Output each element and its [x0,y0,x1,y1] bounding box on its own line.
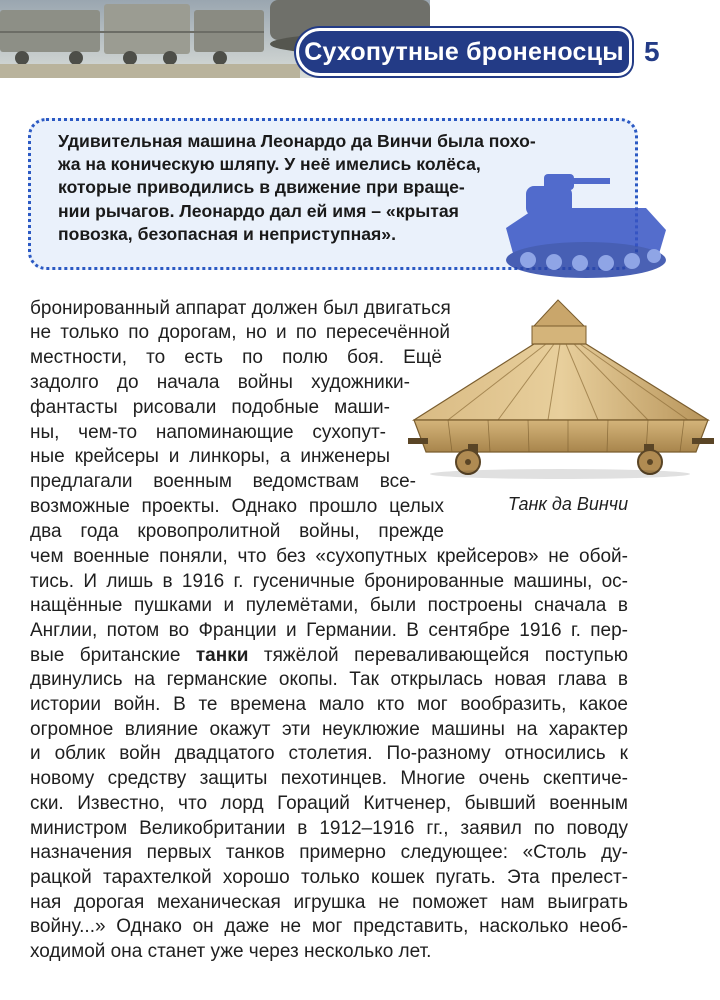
body-line: предлагали военным ведомствам все- [30,471,416,492]
body-line: задолго до начала войны художники- [30,372,410,393]
body-line: ски. Известно, что лорд Гораций Китченер, бывший военным [30,793,628,814]
body-line: рацкой тарахтелкой хорошо только кошек пугать. Эта прелест- [30,867,628,888]
body-line: бронированный аппарат должен был двигаться [30,298,451,319]
callout-line: нии рычагов. Леонардо дал ей имя – «крытая [58,200,459,221]
callout-line: Удивительная машина Леонардо да Винчи была похо- [58,131,536,151]
body-line-tanks [30,644,628,668]
figure-caption: Танк да Винчи [507,494,629,514]
body-line: огромное влияние окажут эти неуклюжие машины на характер [30,719,628,740]
da-vinci-tank-illustration [408,296,714,482]
body-line: ны, чем-то напоминающие сухопут- [30,422,386,443]
body-line: назначения первых танков примерно следующее: «Столь ду- [30,842,628,863]
body-text: вые британские [30,645,181,666]
body-line: два года кровопролитной войны, прежде [30,521,444,542]
callout-line: жа на коническую шляпу. У неё имелись колёса, [58,154,481,175]
body-text: тяжёлой переваливающейся поступью [263,645,628,666]
body-line: и облик войн двадцатого столетия. По-разному относились к [30,743,628,764]
body-line: фантасты рисовали подобные маши- [30,397,390,418]
body-line: нащённые пушками и пулемётами, были построены сначала в [30,595,628,616]
body-line: новому средству защиты пехотинцев. Многие очень скептиче- [30,768,628,789]
body-line: двинулись на германские окопы. Так открылась новая глава в [30,669,628,690]
body-line: истории войн. В те времена мало кто мог вообразить, какое [30,694,628,715]
body-line: возможные проекты. Однако прошло целых [30,496,444,517]
callout-line: повозка, безопасная и неприступная». [58,223,396,244]
body-line: ные крейсеры и линкоры, а инженеры [30,446,390,467]
body-line: чем военные поняли, что без «сухопутных крейсеров» не обой- [30,546,628,567]
body-line: местности, то есть по полю боя. Ещё [30,347,442,368]
body-line: ная дорогая механическая игрушка не поможет нам выиграть [30,892,628,913]
body-line: ходимой она станет уже через несколько лет. [30,941,432,962]
body-line: Англии, потом во Франции и Германии. В сентябре 1916 г. пер- [30,620,628,641]
callout-text [58,130,578,246]
callout-line: которые приводились в движение при враще- [58,177,465,198]
term-tanks: танки [195,645,249,666]
body-line: не только по дорогам, но и по пересечённой [30,322,450,343]
page-number: 5 [644,36,660,67]
section-title: Сухопутные броненосцы [296,28,632,76]
body-line: министром Великобритании в 1912–1916 гг., заявил по поводу [30,818,628,839]
body-line: войну...» Однако он даже не мог представить, насколько необ- [30,916,628,937]
body-line: тись. И лишь в 1916 г. гусеничные бронированные машины, ос- [30,571,628,592]
